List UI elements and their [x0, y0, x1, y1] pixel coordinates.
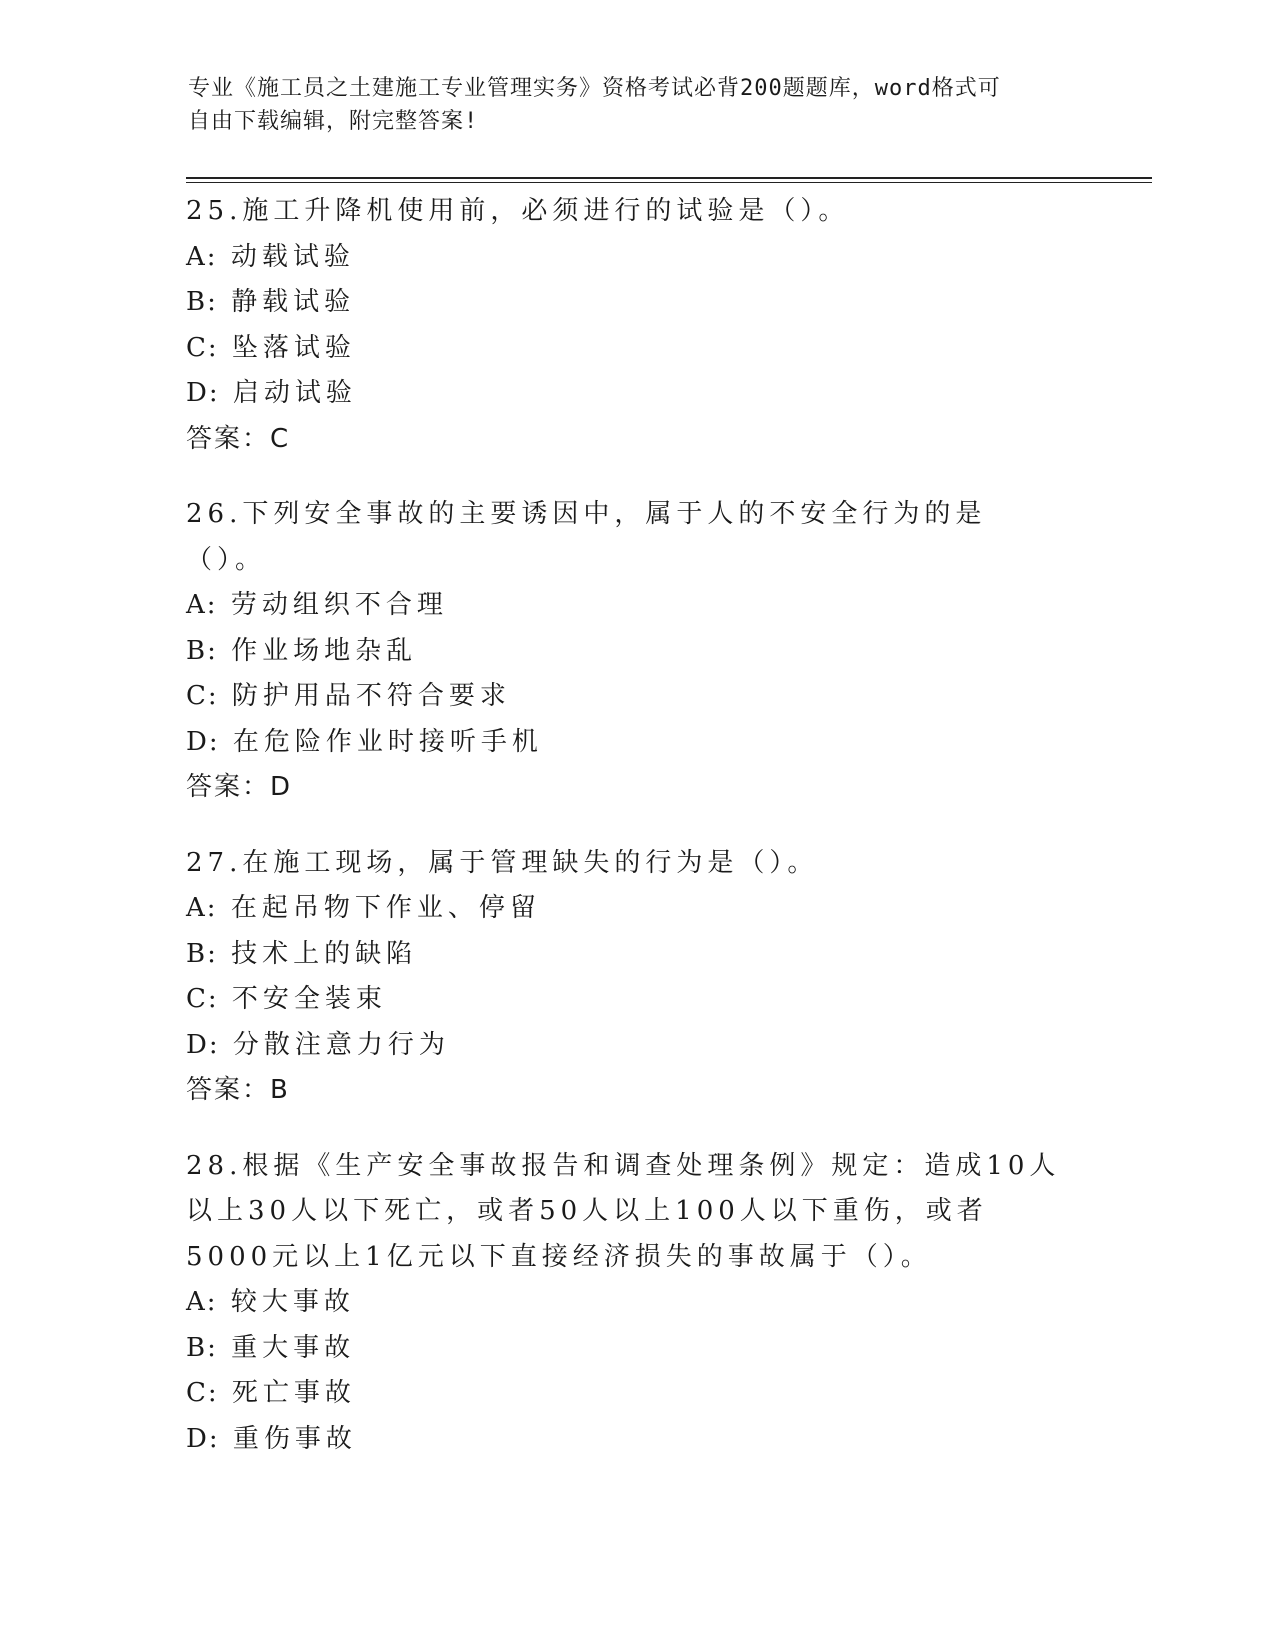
question-text: 26.下列安全事故的主要诱因中，属于人的不安全行为的是（）。 [186, 499, 987, 575]
question-text: 25.施工升降机使用前，必须进行的试验是（）。 [186, 196, 850, 226]
option-text: 不安全装束 [231, 984, 387, 1014]
option-label: A: [186, 893, 218, 923]
option-b [186, 629, 1066, 675]
option-label: C: [186, 984, 219, 1014]
option-label: C: [186, 332, 219, 363]
option-text: 分散注意力行为 [232, 1029, 450, 1060]
question-list [186, 189, 1066, 1492]
option-a [186, 886, 1066, 932]
option-text: 作业场地杂乱 [231, 635, 418, 666]
option-label: B: [186, 1332, 218, 1363]
question-28 [186, 1144, 1066, 1463]
option-c [186, 674, 1066, 720]
option-label: D: [186, 1423, 220, 1454]
answer-line: 答案：C [186, 423, 291, 454]
option-b [186, 280, 1066, 326]
header-title-line-1: 专业《施工员之土建施工专业管理实务》资格考试必背200题题库，word格式可 [188, 76, 1001, 101]
option-label: B: [186, 287, 218, 317]
option-label: C: [186, 681, 219, 711]
option-c [186, 326, 1066, 372]
option-text: 在危险作业时接听手机 [232, 726, 543, 757]
option-text: 静载试验 [231, 287, 356, 317]
option-label: D: [186, 726, 220, 757]
option-text: 在起吊物下作业、停留 [230, 893, 541, 923]
option-text: 死亡事故 [231, 1378, 356, 1408]
option-label: A: [186, 590, 218, 620]
option-label: C: [186, 1378, 219, 1408]
option-text: 重大事故 [231, 1332, 356, 1363]
option-label: A: [186, 1287, 218, 1317]
option-d [186, 720, 1066, 766]
question-25 [186, 189, 1066, 462]
option-c [186, 1371, 1066, 1417]
option-a [186, 583, 1066, 629]
question-text: 28.根据《生产安全事故报告和调查处理条例》规定：造成10人以上30人以下死亡，或者50人以上100人以下重伤，或者5000元以上1亿元以下直接经济损失的事故属于（）。 [186, 1150, 1061, 1272]
question-26 [186, 492, 1066, 811]
option-d [186, 1417, 1066, 1463]
answer-line: 答案：B [186, 1075, 290, 1105]
answer-line: 答案：D [186, 772, 293, 802]
header-divider [186, 177, 1152, 183]
question-text: 27.在施工现场，属于管理缺失的行为是（）。 [186, 847, 819, 878]
option-d [186, 1023, 1066, 1069]
option-label: D: [186, 1029, 220, 1060]
option-label: D: [186, 378, 220, 408]
option-label: B: [186, 938, 218, 969]
option-text: 防护用品不符合要求 [231, 681, 511, 711]
option-text: 重伤事故 [232, 1423, 357, 1454]
option-b [186, 1326, 1066, 1372]
option-text: 动载试验 [230, 241, 355, 272]
option-a [186, 1280, 1066, 1326]
option-label: A: [186, 241, 218, 272]
header-title-line-2: 自由下载编辑，附完整答案! [188, 109, 479, 134]
option-c [186, 977, 1066, 1023]
option-a [186, 235, 1066, 281]
document-header [188, 72, 1068, 138]
option-b [186, 932, 1066, 978]
option-d [186, 371, 1066, 417]
option-text: 劳动组织不合理 [230, 590, 448, 620]
option-label: B: [186, 635, 218, 666]
option-text: 启动试验 [232, 378, 357, 408]
question-27 [186, 841, 1066, 1114]
option-text: 较大事故 [230, 1287, 355, 1317]
option-text: 坠落试验 [231, 332, 356, 363]
option-text: 技术上的缺陷 [231, 938, 418, 969]
